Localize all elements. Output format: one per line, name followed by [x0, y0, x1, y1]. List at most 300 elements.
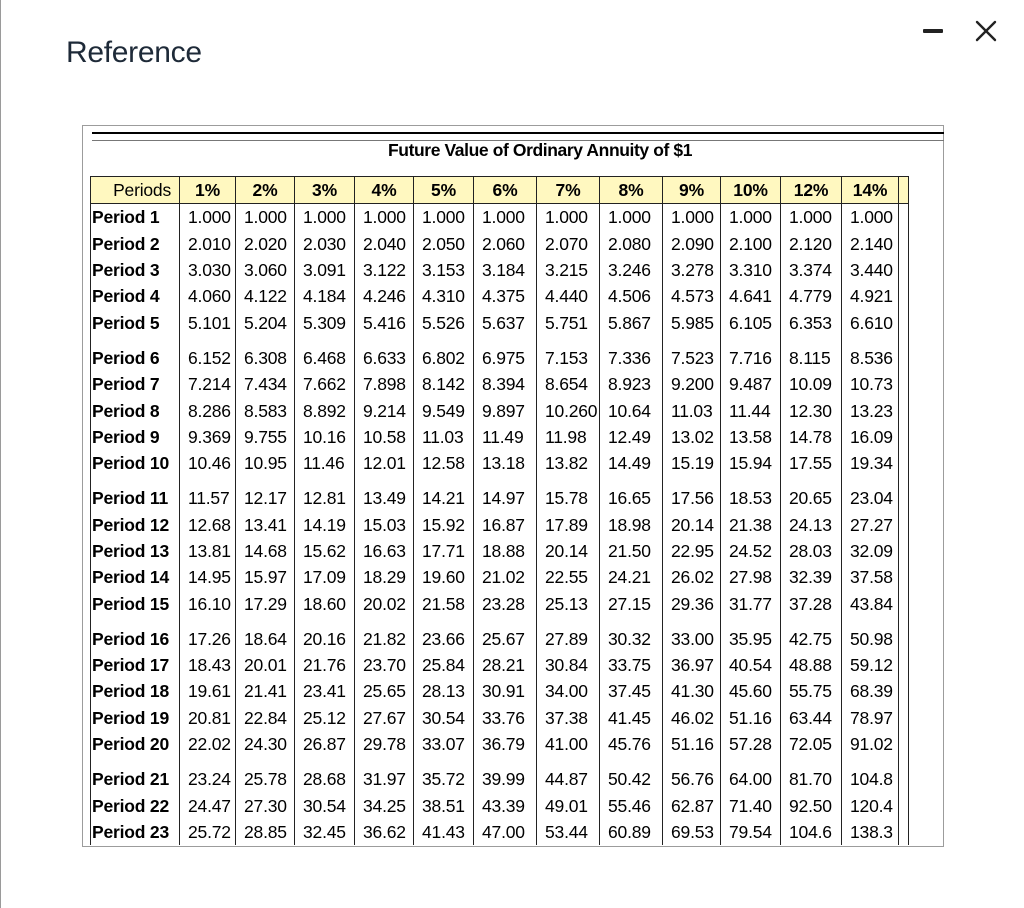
period-label: Period 1	[91, 204, 180, 231]
value-cell: 11.46	[295, 450, 355, 476]
value-cell: 30.54	[295, 793, 355, 819]
value-cell: 20.14	[663, 512, 721, 538]
row-filler	[899, 731, 909, 757]
table-row	[91, 731, 909, 757]
value-cell: 7.336	[600, 336, 663, 371]
value-cell: 12.68	[180, 512, 236, 538]
value-cell: 8.142	[414, 371, 474, 397]
value-cell: 3.091	[295, 257, 355, 283]
value-cell: 72.05	[781, 731, 842, 757]
value-cell: 18.60	[295, 590, 355, 616]
value-cell: 5.751	[537, 309, 600, 335]
value-cell: 21.58	[414, 590, 474, 616]
value-cell: 33.07	[414, 731, 474, 757]
window-left-border	[0, 0, 1, 908]
value-cell: 4.641	[721, 283, 781, 309]
value-cell: 45.76	[600, 731, 663, 757]
value-cell: 68.39	[842, 678, 899, 704]
value-cell: 1.000	[355, 204, 414, 231]
value-cell: 36.79	[474, 731, 537, 757]
value-cell: 2.050	[414, 231, 474, 257]
value-cell: 6.633	[355, 336, 414, 371]
table-row	[91, 617, 909, 652]
period-label: Period 21	[91, 757, 180, 792]
period-label: Period 23	[91, 819, 180, 845]
value-cell: 17.71	[414, 538, 474, 564]
value-cell: 22.84	[236, 705, 295, 731]
rate-header: 5%	[414, 177, 474, 204]
value-cell: 35.95	[721, 617, 781, 652]
row-filler	[899, 590, 909, 616]
value-cell: 12.30	[781, 397, 842, 423]
value-cell: 40.54	[721, 652, 781, 678]
value-cell: 23.28	[474, 590, 537, 616]
table-row	[91, 450, 909, 476]
value-cell: 15.92	[414, 512, 474, 538]
value-cell: 6.610	[842, 309, 899, 335]
value-cell: 1.000	[474, 204, 537, 231]
value-cell: 51.16	[721, 705, 781, 731]
period-label: Period 22	[91, 793, 180, 819]
value-cell: 9.897	[474, 397, 537, 423]
rate-header: 9%	[663, 177, 721, 204]
value-cell: 25.72	[180, 819, 236, 845]
value-cell: 32.45	[295, 819, 355, 845]
period-label: Period 16	[91, 617, 180, 652]
value-cell: 55.46	[600, 793, 663, 819]
table-row	[91, 705, 909, 731]
value-cell: 12.81	[295, 476, 355, 511]
table-row	[91, 231, 909, 257]
value-cell: 11.03	[663, 397, 721, 423]
value-cell: 8.892	[295, 397, 355, 423]
value-cell: 29.36	[663, 590, 721, 616]
value-cell: 4.921	[842, 283, 899, 309]
value-cell: 20.02	[355, 590, 414, 616]
close-button[interactable]	[969, 14, 1003, 48]
value-cell: 24.52	[721, 538, 781, 564]
value-cell: 37.45	[600, 678, 663, 704]
table-row	[91, 793, 909, 819]
value-cell: 7.716	[721, 336, 781, 371]
value-cell: 13.02	[663, 424, 721, 450]
value-cell: 10.58	[355, 424, 414, 450]
value-cell: 81.70	[781, 757, 842, 792]
value-cell: 8.923	[600, 371, 663, 397]
period-label: Period 5	[91, 309, 180, 335]
value-cell: 28.85	[236, 819, 295, 845]
value-cell: 9.755	[236, 424, 295, 450]
row-filler	[899, 231, 909, 257]
value-cell: 22.95	[663, 538, 721, 564]
value-cell: 41.45	[600, 705, 663, 731]
minus-icon	[923, 29, 943, 33]
minimize-button[interactable]	[916, 14, 950, 48]
value-cell: 9.214	[355, 397, 414, 423]
value-cell: 3.122	[355, 257, 414, 283]
value-cell: 20.01	[236, 652, 295, 678]
table-row	[91, 476, 909, 511]
value-cell: 34.00	[537, 678, 600, 704]
table-row	[91, 538, 909, 564]
value-cell: 10.95	[236, 450, 295, 476]
value-cell: 43.39	[474, 793, 537, 819]
value-cell: 16.09	[842, 424, 899, 450]
value-cell: 11.57	[180, 476, 236, 511]
value-cell: 50.42	[600, 757, 663, 792]
value-cell: 8.115	[781, 336, 842, 371]
value-cell: 17.09	[295, 564, 355, 590]
value-cell: 8.394	[474, 371, 537, 397]
value-cell: 10.46	[180, 450, 236, 476]
value-cell: 5.526	[414, 309, 474, 335]
row-filler	[899, 564, 909, 590]
value-cell: 21.76	[295, 652, 355, 678]
value-cell: 3.030	[180, 257, 236, 283]
value-cell: 19.61	[180, 678, 236, 704]
value-cell: 27.15	[600, 590, 663, 616]
value-cell: 13.18	[474, 450, 537, 476]
value-cell: 11.98	[537, 424, 600, 450]
value-cell: 1.000	[180, 204, 236, 231]
value-cell: 2.070	[537, 231, 600, 257]
value-cell: 2.020	[236, 231, 295, 257]
value-cell: 21.41	[236, 678, 295, 704]
value-cell: 62.87	[663, 793, 721, 819]
value-cell: 2.040	[355, 231, 414, 257]
future-value-table	[90, 176, 909, 845]
value-cell: 4.310	[414, 283, 474, 309]
value-cell: 9.549	[414, 397, 474, 423]
table-row	[91, 309, 909, 335]
period-label: Period 18	[91, 678, 180, 704]
value-cell: 9.200	[663, 371, 721, 397]
value-cell: 26.02	[663, 564, 721, 590]
period-label: Period 10	[91, 450, 180, 476]
value-cell: 48.88	[781, 652, 842, 678]
value-cell: 10.16	[295, 424, 355, 450]
value-cell: 28.13	[414, 678, 474, 704]
value-cell: 6.975	[474, 336, 537, 371]
value-cell: 3.184	[474, 257, 537, 283]
period-label: Period 2	[91, 231, 180, 257]
value-cell: 4.573	[663, 283, 721, 309]
table-header-row	[91, 177, 909, 204]
value-cell: 19.60	[414, 564, 474, 590]
value-cell: 51.16	[663, 731, 721, 757]
value-cell: 3.215	[537, 257, 600, 283]
value-cell: 15.62	[295, 538, 355, 564]
value-cell: 27.89	[537, 617, 600, 652]
value-cell: 46.02	[663, 705, 721, 731]
value-cell: 23.24	[180, 757, 236, 792]
value-cell: 56.76	[663, 757, 721, 792]
period-label: Period 12	[91, 512, 180, 538]
period-label: Period 17	[91, 652, 180, 678]
value-cell: 1.000	[414, 204, 474, 231]
value-cell: 20.65	[781, 476, 842, 511]
value-cell: 16.63	[355, 538, 414, 564]
value-cell: 34.25	[355, 793, 414, 819]
value-cell: 9.487	[721, 371, 781, 397]
row-filler	[899, 424, 909, 450]
value-cell: 41.00	[537, 731, 600, 757]
row-filler	[899, 309, 909, 335]
value-cell: 39.99	[474, 757, 537, 792]
value-cell: 50.98	[842, 617, 899, 652]
value-cell: 6.353	[781, 309, 842, 335]
value-cell: 69.53	[663, 819, 721, 845]
value-cell: 53.44	[537, 819, 600, 845]
rate-header: 6%	[474, 177, 537, 204]
value-cell: 6.152	[180, 336, 236, 371]
rate-header: 4%	[355, 177, 414, 204]
value-cell: 21.82	[355, 617, 414, 652]
row-filler	[899, 450, 909, 476]
value-cell: 12.58	[414, 450, 474, 476]
value-cell: 20.16	[295, 617, 355, 652]
value-cell: 5.204	[236, 309, 295, 335]
row-filler	[899, 652, 909, 678]
value-cell: 15.03	[355, 512, 414, 538]
period-label: Period 9	[91, 424, 180, 450]
value-cell: 14.97	[474, 476, 537, 511]
value-cell: 6.308	[236, 336, 295, 371]
period-label: Period 20	[91, 731, 180, 757]
value-cell: 4.375	[474, 283, 537, 309]
value-cell: 7.434	[236, 371, 295, 397]
value-cell: 17.89	[537, 512, 600, 538]
value-cell: 2.090	[663, 231, 721, 257]
value-cell: 4.122	[236, 283, 295, 309]
period-label: Period 13	[91, 538, 180, 564]
value-cell: 28.21	[474, 652, 537, 678]
value-cell: 23.41	[295, 678, 355, 704]
row-filler	[899, 512, 909, 538]
row-filler	[899, 819, 909, 845]
value-cell: 6.802	[414, 336, 474, 371]
period-label: Period 14	[91, 564, 180, 590]
table-top-rule	[92, 132, 944, 134]
table-row	[91, 678, 909, 704]
value-cell: 43.84	[842, 590, 899, 616]
value-cell: 33.00	[663, 617, 721, 652]
value-cell: 14.78	[781, 424, 842, 450]
value-cell: 33.75	[600, 652, 663, 678]
value-cell: 13.81	[180, 538, 236, 564]
value-cell: 1.000	[721, 204, 781, 231]
value-cell: 1.000	[781, 204, 842, 231]
value-cell: 3.246	[600, 257, 663, 283]
value-cell: 37.58	[842, 564, 899, 590]
value-cell: 25.78	[236, 757, 295, 792]
value-cell: 24.30	[236, 731, 295, 757]
value-cell: 7.898	[355, 371, 414, 397]
value-cell: 26.87	[295, 731, 355, 757]
value-cell: 3.153	[414, 257, 474, 283]
value-cell: 44.87	[537, 757, 600, 792]
value-cell: 49.01	[537, 793, 600, 819]
value-cell: 5.985	[663, 309, 721, 335]
value-cell: 16.87	[474, 512, 537, 538]
value-cell: 14.68	[236, 538, 295, 564]
table-row	[91, 757, 909, 792]
table-row	[91, 397, 909, 423]
value-cell: 27.98	[721, 564, 781, 590]
value-cell: 12.17	[236, 476, 295, 511]
value-cell: 2.010	[180, 231, 236, 257]
value-cell: 28.03	[781, 538, 842, 564]
value-cell: 24.47	[180, 793, 236, 819]
value-cell: 63.44	[781, 705, 842, 731]
value-cell: 16.65	[600, 476, 663, 511]
value-cell: 37.38	[537, 705, 600, 731]
value-cell: 19.34	[842, 450, 899, 476]
value-cell: 32.09	[842, 538, 899, 564]
value-cell: 1.000	[295, 204, 355, 231]
value-cell: 4.246	[355, 283, 414, 309]
value-cell: 104.8	[842, 757, 899, 792]
value-cell: 25.84	[414, 652, 474, 678]
value-cell: 5.416	[355, 309, 414, 335]
period-label: Period 19	[91, 705, 180, 731]
value-cell: 25.12	[295, 705, 355, 731]
value-cell: 3.060	[236, 257, 295, 283]
value-cell: 30.32	[600, 617, 663, 652]
value-cell: 10.73	[842, 371, 899, 397]
value-cell: 4.506	[600, 283, 663, 309]
value-cell: 6.468	[295, 336, 355, 371]
rate-header: 12%	[781, 177, 842, 204]
value-cell: 30.84	[537, 652, 600, 678]
value-cell: 27.67	[355, 705, 414, 731]
value-cell: 38.51	[414, 793, 474, 819]
value-cell: 21.02	[474, 564, 537, 590]
value-cell: 12.01	[355, 450, 414, 476]
value-cell: 1.000	[663, 204, 721, 231]
table-row	[91, 652, 909, 678]
value-cell: 104.6	[781, 819, 842, 845]
value-cell: 18.29	[355, 564, 414, 590]
table-row	[91, 819, 909, 845]
row-filler	[899, 371, 909, 397]
table-row	[91, 564, 909, 590]
value-cell: 2.100	[721, 231, 781, 257]
table-row	[91, 512, 909, 538]
value-cell: 30.54	[414, 705, 474, 731]
period-label: Period 3	[91, 257, 180, 283]
table-row	[91, 590, 909, 616]
value-cell: 21.50	[600, 538, 663, 564]
value-cell: 17.26	[180, 617, 236, 652]
value-cell: 32.39	[781, 564, 842, 590]
value-cell: 1.000	[236, 204, 295, 231]
value-cell: 9.369	[180, 424, 236, 450]
value-cell: 3.278	[663, 257, 721, 283]
value-cell: 45.60	[721, 678, 781, 704]
value-cell: 60.89	[600, 819, 663, 845]
value-cell: 17.55	[781, 450, 842, 476]
value-cell: 16.10	[180, 590, 236, 616]
period-label: Period 4	[91, 283, 180, 309]
table-row	[91, 204, 909, 231]
value-cell: 79.54	[721, 819, 781, 845]
value-cell: 31.77	[721, 590, 781, 616]
header-filler	[899, 177, 909, 204]
value-cell: 71.40	[721, 793, 781, 819]
value-cell: 11.44	[721, 397, 781, 423]
value-cell: 10.09	[781, 371, 842, 397]
value-cell: 41.30	[663, 678, 721, 704]
value-cell: 138.3	[842, 819, 899, 845]
value-cell: 5.867	[600, 309, 663, 335]
close-x-icon	[975, 20, 997, 42]
value-cell: 15.19	[663, 450, 721, 476]
value-cell: 13.82	[537, 450, 600, 476]
period-label: Period 8	[91, 397, 180, 423]
value-cell: 17.56	[663, 476, 721, 511]
period-label: Period 11	[91, 476, 180, 511]
value-cell: 2.120	[781, 231, 842, 257]
value-cell: 20.14	[537, 538, 600, 564]
value-cell: 15.97	[236, 564, 295, 590]
value-cell: 21.38	[721, 512, 781, 538]
value-cell: 4.060	[180, 283, 236, 309]
value-cell: 59.12	[842, 652, 899, 678]
value-cell: 2.140	[842, 231, 899, 257]
value-cell: 31.97	[355, 757, 414, 792]
row-filler	[899, 204, 909, 231]
value-cell: 18.88	[474, 538, 537, 564]
value-cell: 33.76	[474, 705, 537, 731]
value-cell: 7.153	[537, 336, 600, 371]
value-cell: 3.310	[721, 257, 781, 283]
value-cell: 27.30	[236, 793, 295, 819]
row-filler	[899, 336, 909, 371]
rate-header: 2%	[236, 177, 295, 204]
value-cell: 18.64	[236, 617, 295, 652]
value-cell: 55.75	[781, 678, 842, 704]
value-cell: 13.41	[236, 512, 295, 538]
value-cell: 14.95	[180, 564, 236, 590]
row-filler	[899, 538, 909, 564]
value-cell: 91.02	[842, 731, 899, 757]
row-filler	[899, 257, 909, 283]
value-cell: 14.21	[414, 476, 474, 511]
value-cell: 29.78	[355, 731, 414, 757]
row-filler	[899, 617, 909, 652]
value-cell: 25.65	[355, 678, 414, 704]
value-cell: 3.374	[781, 257, 842, 283]
value-cell: 11.49	[474, 424, 537, 450]
value-cell: 25.13	[537, 590, 600, 616]
row-filler	[899, 705, 909, 731]
value-cell: 28.68	[295, 757, 355, 792]
value-cell: 37.28	[781, 590, 842, 616]
value-cell: 4.779	[781, 283, 842, 309]
rate-header: 14%	[842, 177, 899, 204]
rate-header: 10%	[721, 177, 781, 204]
period-label: Period 6	[91, 336, 180, 371]
value-cell: 14.49	[600, 450, 663, 476]
value-cell: 10.64	[600, 397, 663, 423]
value-cell: 5.101	[180, 309, 236, 335]
value-cell: 36.62	[355, 819, 414, 845]
value-cell: 1.000	[842, 204, 899, 231]
value-cell: 2.060	[474, 231, 537, 257]
table-row	[91, 283, 909, 309]
value-cell: 5.637	[474, 309, 537, 335]
